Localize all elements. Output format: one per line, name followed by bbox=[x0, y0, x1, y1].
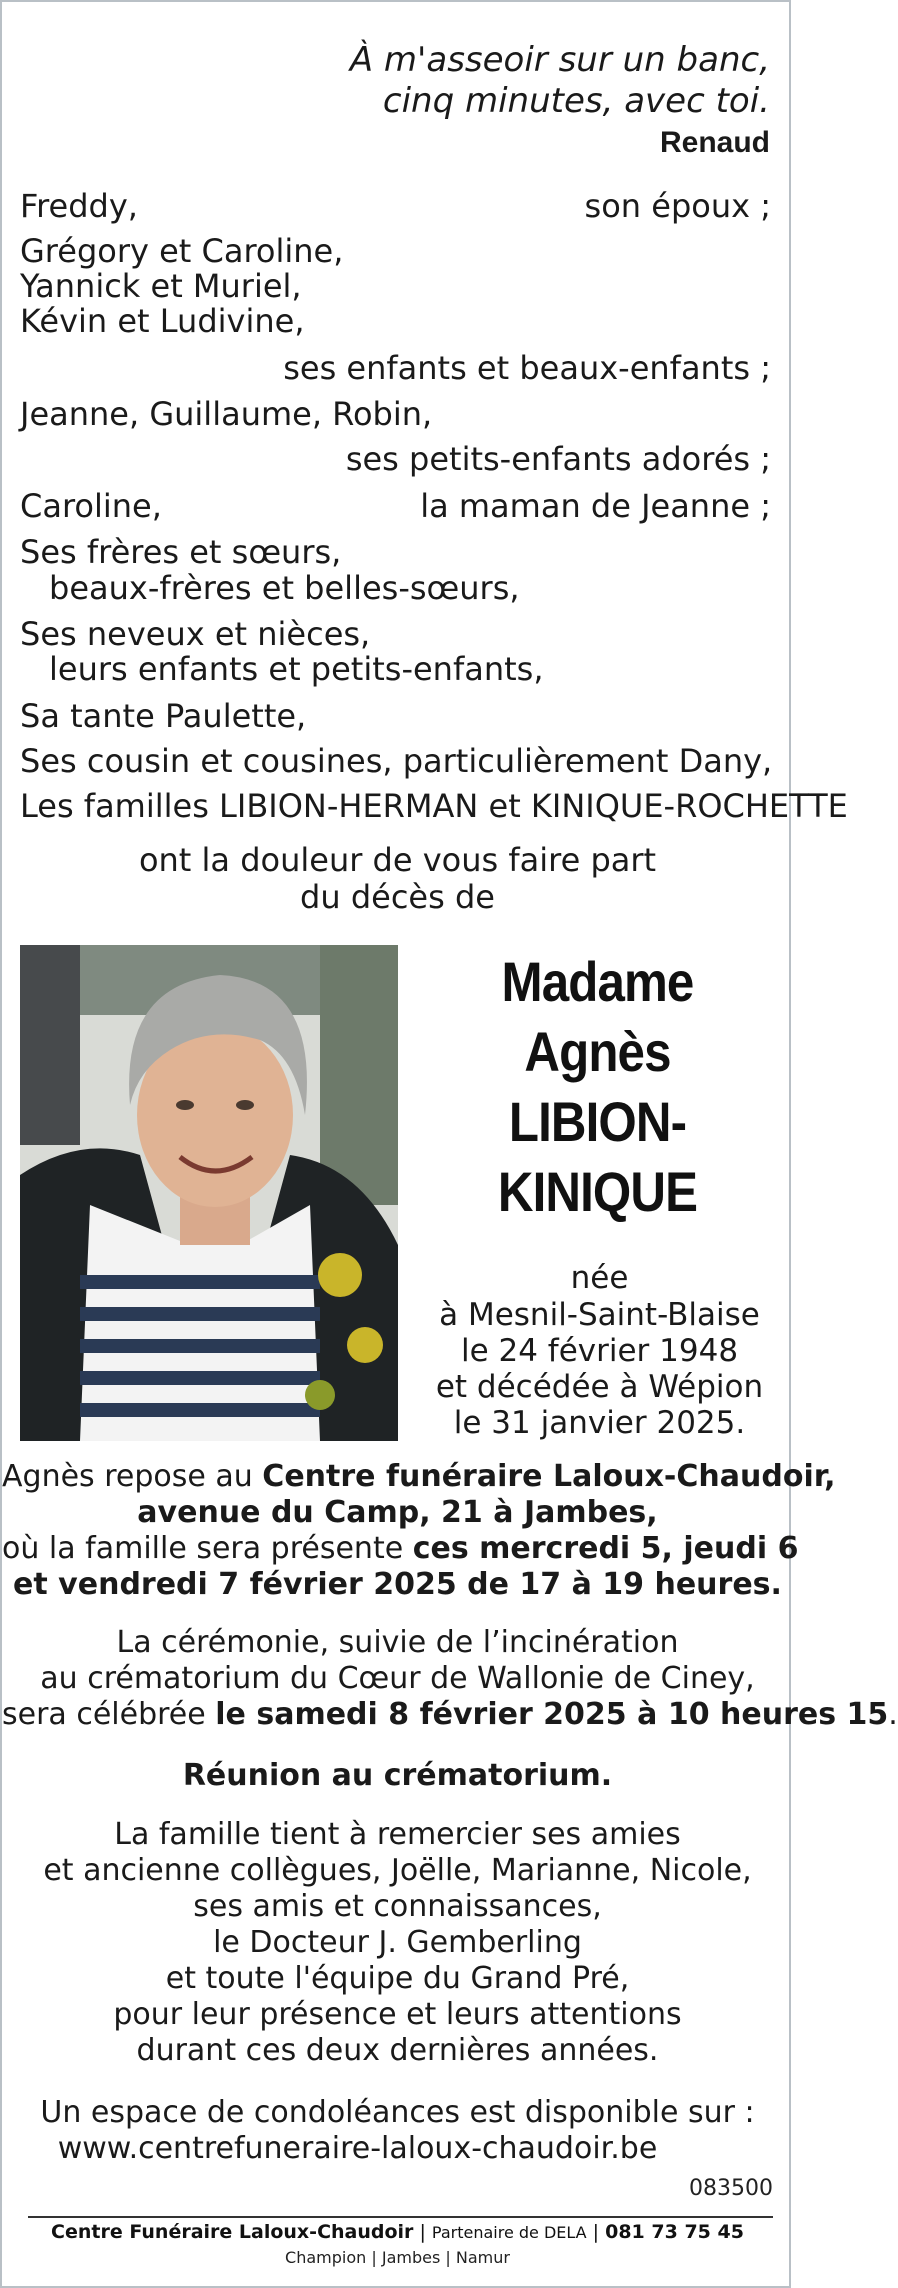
announce-line-2: du décès de bbox=[300, 878, 495, 916]
ceremony-line-3 bbox=[2, 1696, 898, 1733]
footer-locations: Champion | Jambes | Namur bbox=[285, 2248, 510, 2267]
rest-line-4 bbox=[2, 1566, 793, 1603]
family-grandchildren-role: ses petits-enfants adorés ; bbox=[345, 440, 771, 478]
poem-author: Renaud bbox=[659, 126, 770, 159]
rest-line-3-text: où la famille sera présente bbox=[2, 1531, 413, 1566]
born-place: à Mesnil-Saint-Blaise bbox=[439, 1297, 760, 1333]
family-aunt: Sa tante Paulette, bbox=[20, 697, 307, 735]
family-child-3: Kévin et Ludivine, bbox=[20, 302, 305, 340]
thanks-line-6: pour leur présence et leurs attentions bbox=[113, 1997, 682, 2032]
footer-sep-1: | bbox=[413, 2221, 432, 2243]
footer-sep-2: | bbox=[586, 2221, 606, 2243]
family-spouse: Freddy, bbox=[20, 187, 138, 225]
rest-line-1 bbox=[2, 1458, 836, 1495]
family-siblings: Ses frères et sœurs, bbox=[20, 533, 342, 571]
footer-divider bbox=[28, 2216, 773, 2218]
family-child-1: Grégory et Caroline, bbox=[20, 232, 344, 270]
died-place: et décédée à Wépion bbox=[435, 1369, 764, 1405]
footer-company-line bbox=[2, 2221, 793, 2243]
family-children-role: ses enfants et beaux-enfants ; bbox=[283, 349, 771, 387]
portrait-illustration bbox=[20, 945, 398, 1441]
ceremony-line-3-end: . bbox=[888, 1697, 898, 1732]
ceremony-line-1: La cérémonie, suivie de l’incinération bbox=[116, 1625, 679, 1660]
born-label: née bbox=[570, 1260, 629, 1296]
thanks-line-5: et toute l'équipe du Grand Pré, bbox=[165, 1961, 630, 1996]
ceremony-line-3-bold: le samedi 8 février 2025 à 10 heures 15 bbox=[215, 1697, 889, 1732]
rest-line-1-text: Agnès repose au bbox=[2, 1459, 263, 1494]
family-caroline-role: la maman de Jeanne ; bbox=[420, 487, 771, 525]
ceremony-line-3-text: sera célébrée bbox=[2, 1697, 216, 1732]
family-spouse-role: son époux ; bbox=[584, 187, 771, 225]
portrait-photo bbox=[20, 945, 398, 1441]
rest-line-2 bbox=[2, 1494, 793, 1531]
condolences-line: Un espace de condoléances est disponible sur : bbox=[40, 2095, 755, 2130]
footer-company: Centre Funéraire Laloux-Chaudoir bbox=[51, 2221, 414, 2243]
thanks-line-3: ses amis et connaissances, bbox=[193, 1889, 602, 1924]
family-siblings-in-law: beaux-frères et belles-sœurs, bbox=[49, 569, 520, 607]
notice-reference: 083500 bbox=[689, 2176, 773, 2201]
died-date: le 31 janvier 2025. bbox=[453, 1405, 746, 1441]
family-cousins: Ses cousin et cousines, particulièrement Dany, bbox=[20, 742, 773, 780]
deceased-surname-2: KINIQUE bbox=[497, 1160, 698, 1223]
poem-line-2: cinq minutes, avec toi. bbox=[382, 81, 770, 121]
announce-line-1: ont la douleur de vous faire part bbox=[138, 841, 657, 879]
rest-line-3 bbox=[2, 1530, 799, 1567]
rest-line-2-bold: avenue du Camp, 21 à Jambes, bbox=[137, 1495, 658, 1530]
family-nephews: Ses neveux et nièces, bbox=[20, 615, 371, 653]
ceremony-line-2: au crématorium du Cœur de Wallonie de Ciney, bbox=[40, 1661, 755, 1696]
family-child-2: Yannick et Muriel, bbox=[20, 267, 302, 305]
born-date: le 24 février 1948 bbox=[460, 1333, 739, 1369]
deceased-first-name: Agnès bbox=[524, 1020, 671, 1083]
rest-line-4-bold: et vendredi 7 février 2025 de 17 à 19 heures. bbox=[13, 1567, 782, 1602]
poem-line-1: À m'asseoir sur un banc, bbox=[349, 40, 770, 80]
thanks-line-4: le Docteur J. Gemberling bbox=[213, 1925, 582, 1960]
footer-phone: 081 73 75 45 bbox=[605, 2221, 744, 2243]
thanks-line-7: durant ces deux dernières années. bbox=[136, 2033, 659, 2068]
rest-line-1-bold: Centre funéraire Laloux-Chaudoir, bbox=[262, 1459, 836, 1494]
thanks-line-1: La famille tient à remercier ses amies bbox=[114, 1817, 681, 1852]
deceased-title: Madame bbox=[501, 950, 694, 1013]
family-nephews-children: leurs enfants et petits-enfants, bbox=[49, 650, 544, 688]
condolences-url[interactable]: www.centrefuneraire-laloux-chaudoir.be bbox=[57, 2131, 658, 2166]
poem-quote bbox=[350, 40, 770, 163]
family-grandchildren: Jeanne, Guillaume, Robin, bbox=[20, 395, 433, 433]
thanks-line-2: et ancienne collègues, Joëlle, Marianne, Nicole, bbox=[43, 1853, 752, 1888]
deceased-surname-1: LIBION- bbox=[508, 1090, 687, 1153]
footer-partner: Partenaire de DELA bbox=[431, 2223, 587, 2242]
reunion-note: Réunion au crématorium. bbox=[182, 1758, 613, 1793]
family-caroline: Caroline, bbox=[20, 487, 162, 525]
rest-line-3-bold: ces mercredi 5, jeudi 6 bbox=[412, 1531, 799, 1566]
family-families: Les familles LIBION-HERMAN et KINIQUE-ROCHETTE bbox=[20, 787, 848, 825]
